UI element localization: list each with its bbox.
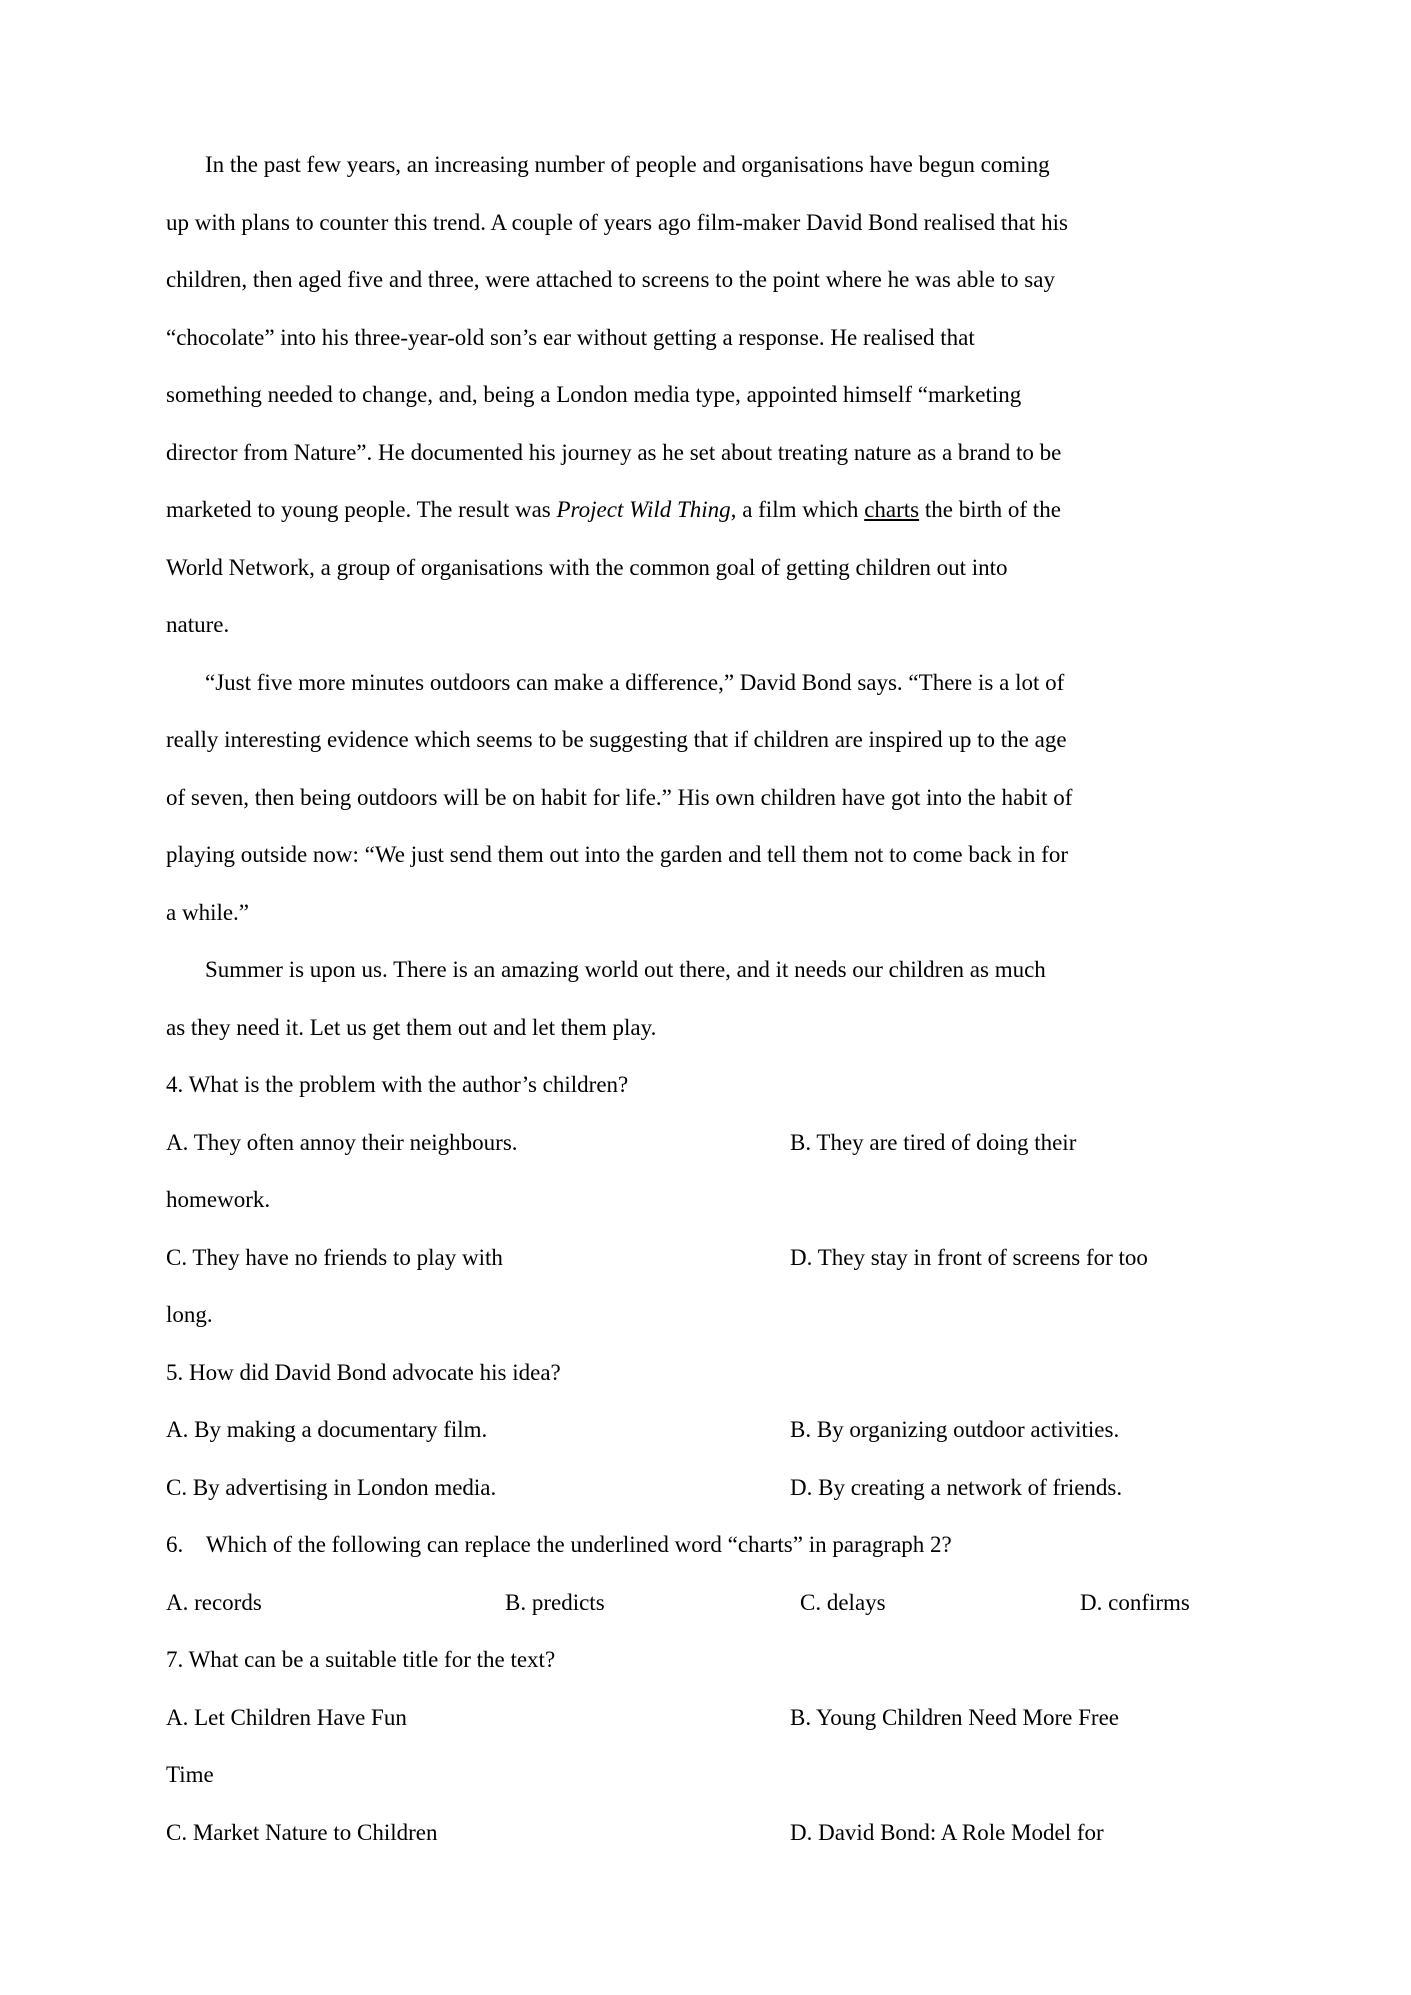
line-text: the birth of the [919,497,1061,522]
passage-line: “Just five more minutes outdoors can make a difference,” David Bond says. “There is a lot of [205,669,1065,695]
question-7 [166,1631,1251,1861]
passage-line: In the past few years, an increasing number of people and organisations have begun coming [205,152,1050,177]
passage-paragraph-1 [166,136,1251,654]
question-4-options-row-2 [166,1229,1251,1287]
question-7-stem: 7. What can be a suitable title for the text? [166,1647,556,1672]
line-text: marketed to young people. The result was [166,497,557,522]
underlined-word-charts: charts [864,497,920,522]
question-5-option-d: D. By creating a network of friends. [790,1474,1123,1500]
passage-paragraph-3 [166,941,1251,1056]
question-5-options-row-1 [166,1401,1251,1459]
question-5-stem: 5. How did David Bond advocate his idea? [166,1359,561,1385]
question-7-option-a: A. Let Children Have Fun [166,1704,407,1730]
question-4-option-a: A. They often annoy their neighbours. [166,1129,518,1155]
question-6 [166,1516,1251,1631]
question-5-option-a: A. By making a documentary film. [166,1417,488,1442]
passage-paragraph-2 [166,654,1251,942]
question-7-option-c: C. Market Nature to Children [166,1819,438,1845]
passage-line: up with plans to counter this trend. A couple of years ago film-maker David Bond realised that his [166,209,1068,235]
passage-line: really interesting evidence which seems to be suggesting that if children are inspired up to the age [166,727,1067,752]
question-4-option-b: B. They are tired of doing their [790,1129,1077,1155]
question-4-option-d: D. They stay in front of screens for too [790,1244,1148,1270]
question-6-stem: 6. Which of the following can replace the underlined word “charts” in paragraph 2? [166,1532,952,1557]
passage-line: something needed to change, and, being a London media type, appointed himself “marketing [166,382,1022,407]
passage-line: playing outside now: “We just send them out into the garden and tell them not to come back in for [166,842,1068,867]
question-5 [166,1344,1251,1517]
passage-line: director from Nature”. He documented his journey as he set about treating nature as a brand to be [166,439,1062,465]
passage-line-with-formatting [166,481,1251,539]
question-5-option-c: C. By advertising in London media. [166,1474,497,1500]
passage-line: children, then aged five and three, were attached to screens to the point where he was able to say [166,267,1055,292]
question-5-option-b: B. By organizing outdoor activities. [790,1417,1120,1442]
question-4-option-c: C. They have no friends to play with [166,1244,503,1270]
question-7-option-b-continuation: Time [166,1762,214,1787]
passage-line: as they need it. Let us get them out and let them play. [166,1014,657,1040]
question-6-options-row [166,1574,1251,1632]
question-4-stem: 4. What is the problem with the author’s children? [166,1072,629,1097]
passage-line: World Network, a group of organisations with the common goal of getting children out into [166,554,1008,580]
question-6-option-d: D. confirms [1080,1589,1190,1615]
question-7-option-d: D. David Bond: A Role Model for [790,1819,1104,1845]
question-6-option-a: A. records [166,1589,262,1615]
film-title-italic: Project Wild Thing, [556,497,737,522]
line-text: a film which [736,497,865,522]
question-4 [166,1056,1251,1344]
question-4-option-b-continuation: homework. [166,1187,271,1212]
question-5-options-row-2 [166,1459,1251,1517]
question-6-option-c: C. delays [800,1589,886,1615]
passage-line: a while.” [166,899,250,925]
passage-line: nature. [166,612,230,637]
question-4-option-d-continuation: long. [166,1302,213,1327]
question-4-options-row-1 [166,1114,1251,1172]
passage-line: “chocolate” into his three-year-old son’s ear without getting a response. He realised that [166,324,975,350]
question-7-option-b: B. Young Children Need More Free [790,1704,1119,1730]
question-7-options-row-1 [166,1689,1251,1747]
passage-line: of seven, then being outdoors will be on habit for life.” His own children have got into the habit of [166,784,1073,810]
question-6-option-b: B. predicts [505,1589,605,1615]
question-7-options-row-2 [166,1804,1251,1862]
passage-line: Summer is upon us. There is an amazing world out there, and it needs our children as much [205,957,1046,982]
